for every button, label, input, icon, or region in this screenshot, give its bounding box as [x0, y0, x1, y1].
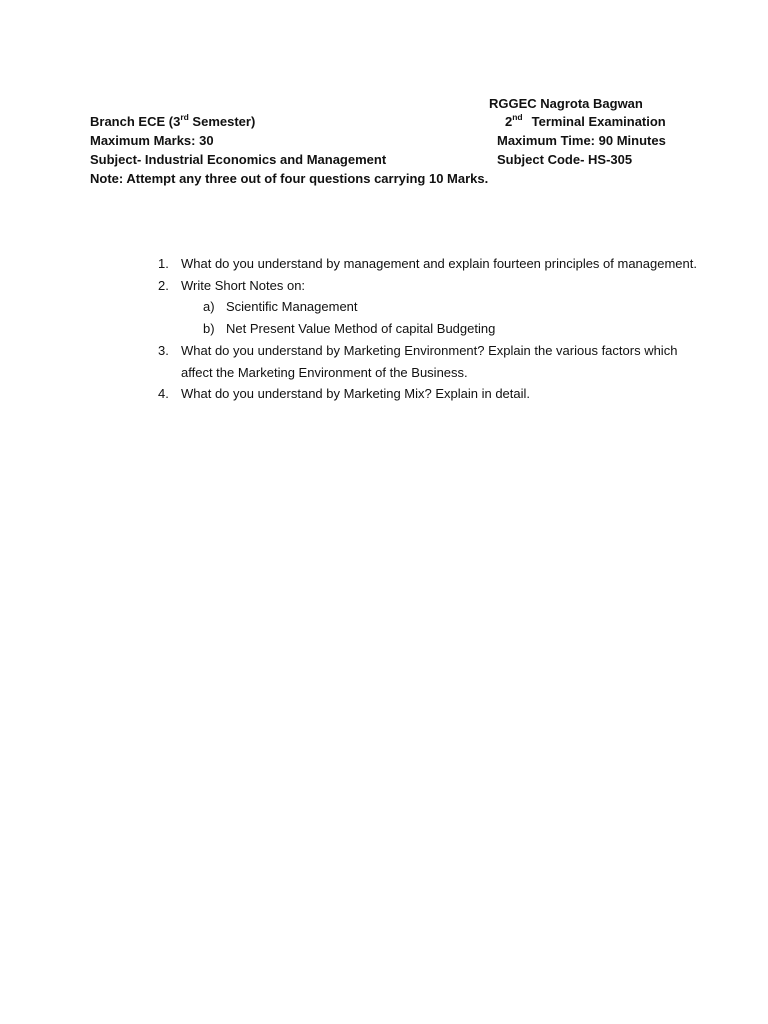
- branch-semester: [90, 112, 255, 131]
- sub-question-a: [181, 296, 698, 318]
- maximum-time: Maximum Time: 90 Minutes: [497, 133, 666, 148]
- sub-question-text: Scientific Management: [226, 299, 358, 315]
- question-4: [158, 383, 698, 405]
- sub-question-letter: b): [203, 321, 215, 337]
- question-2: [158, 275, 698, 340]
- sub-question-text: Net Present Value Method of capital Budgeting: [226, 321, 496, 337]
- question-number: 4.: [158, 386, 169, 402]
- question-text: What do you understand by management and explain fourteen principles of management.: [181, 256, 697, 271]
- exam-ordinal: 2: [505, 114, 513, 129]
- sub-question-b: [181, 318, 698, 340]
- maximum-marks: Maximum Marks: 30: [90, 133, 214, 148]
- question-text: What do you understand by Marketing Mix? Explain in detail.: [181, 386, 531, 402]
- exam-note: Note: Attempt any three out of four questions carrying 10 Marks.: [90, 171, 489, 186]
- branch-superscript: rd: [180, 112, 189, 122]
- question-text: What do you understand by Marketing Environment? Explain the various factors which affect the Marketing Environment of the Business.: [181, 342, 678, 380]
- sub-question-letter: a): [203, 299, 215, 315]
- exam-title: [505, 112, 666, 131]
- exam-superscript: nd: [512, 112, 523, 122]
- question-1: [158, 253, 698, 275]
- branch-suffix: Semester): [188, 114, 256, 129]
- subject-name: Subject- Industrial Economics and Management: [90, 152, 387, 167]
- question-number: 1.: [158, 256, 169, 271]
- branch-prefix: Branch ECE (3: [90, 114, 181, 129]
- question-number: 3.: [158, 342, 169, 358]
- question-text: Write Short Notes on:: [181, 277, 306, 293]
- question-3: [158, 340, 698, 383]
- sub-question-list: [181, 296, 698, 339]
- question-number: 2.: [158, 277, 169, 293]
- question-list: [158, 253, 698, 405]
- institution-name: RGGEC Nagrota Bagwan: [489, 96, 643, 111]
- subject-code: Subject Code- HS-305: [497, 152, 633, 167]
- exam-title-text: Terminal Examination: [531, 114, 666, 129]
